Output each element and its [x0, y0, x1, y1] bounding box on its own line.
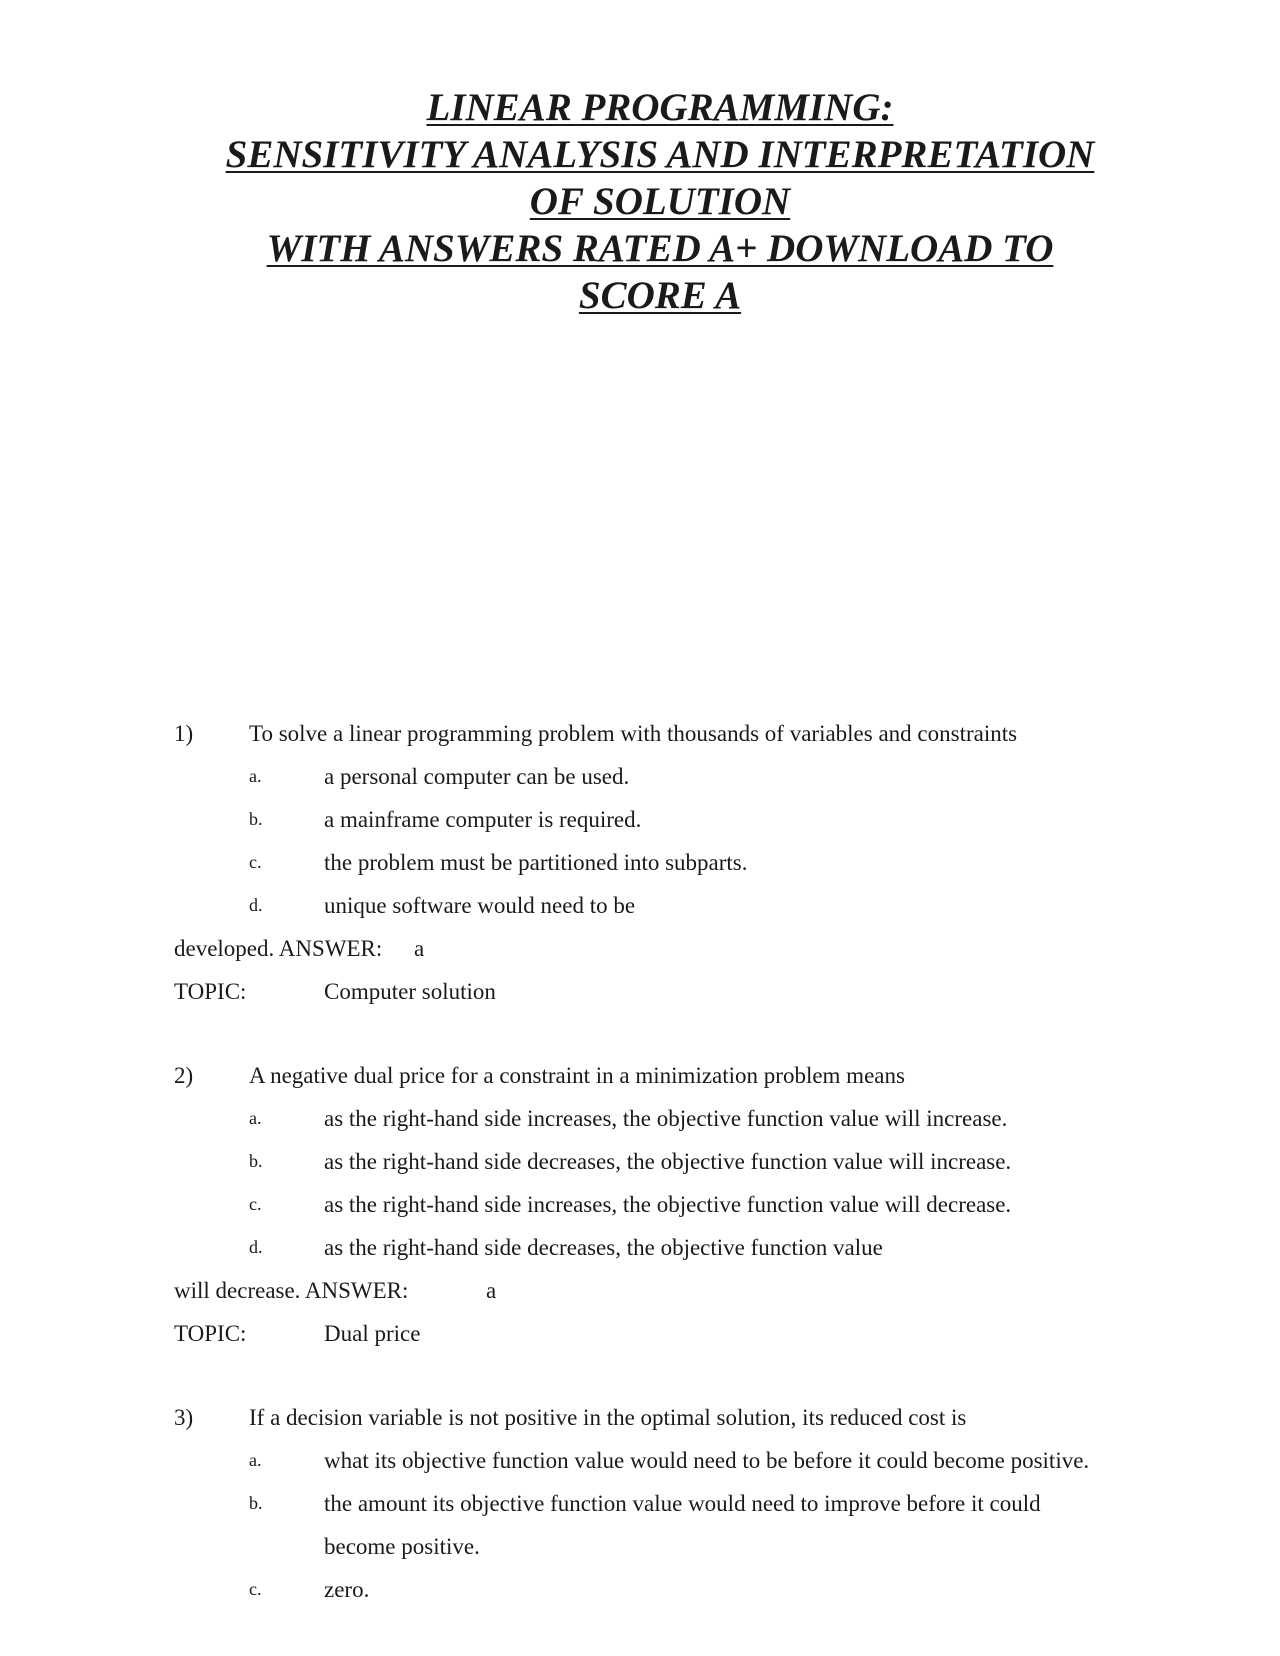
question-stem: To solve a linear programming problem with thousands of variables and constraints [249, 721, 1018, 746]
answer-value: a [486, 1278, 497, 1303]
document-title [150, 84, 1170, 319]
option-text: become positive. [324, 1534, 480, 1559]
question-number: 3) [174, 1405, 194, 1430]
option-text: as the right-hand side decreases, the objective function value will increase. [324, 1149, 1012, 1174]
option-row [0, 1183, 1280, 1226]
question-1 [0, 712, 1280, 1013]
question-number: 2) [174, 1063, 194, 1088]
option-row [0, 755, 1280, 798]
option-letter: a. [249, 1108, 262, 1128]
option-letter: c. [249, 1194, 262, 1214]
title-line: SENSITIVITY ANALYSIS AND INTERPRETATION [225, 133, 1095, 176]
option-letter: d. [249, 895, 263, 915]
answer-value: a [414, 936, 425, 961]
option-row [0, 1140, 1280, 1183]
option-letter: b. [249, 809, 263, 829]
option-letter: d. [249, 1237, 263, 1257]
question-stem-row [0, 1396, 1280, 1439]
option-text: as the right-hand side decreases, the objective function value [324, 1235, 883, 1260]
option-row [0, 1439, 1280, 1482]
title-line: LINEAR PROGRAMMING: [426, 86, 894, 129]
option-text: unique software would need to be [324, 893, 636, 918]
option-row [0, 1568, 1280, 1611]
title-line: WITH ANSWERS RATED A+ DOWNLOAD TO [266, 227, 1054, 270]
option-row [0, 1226, 1280, 1269]
option-text: a personal computer can be used. [324, 764, 630, 789]
option-letter: b. [249, 1493, 263, 1513]
question-2 [0, 1054, 1280, 1355]
option-row [0, 1482, 1280, 1525]
option-letter: c. [249, 852, 262, 872]
option-text: a mainframe computer is required. [324, 807, 642, 832]
question-3 [0, 1396, 1280, 1611]
option-text: the problem must be partitioned into subparts. [324, 850, 748, 875]
option-letter: a. [249, 1450, 262, 1470]
answer-row [0, 927, 1280, 970]
topic-row [0, 970, 1280, 1013]
option-text: zero. [324, 1577, 370, 1602]
title-line: OF SOLUTION [529, 180, 791, 223]
topic-value: Dual price [324, 1321, 421, 1346]
topic-label: TOPIC: [174, 1321, 247, 1346]
option-continuation-row [0, 1525, 1280, 1568]
option-text: what its objective function value would need to be before it could become positive. [324, 1448, 1090, 1473]
question-number: 1) [174, 721, 194, 746]
topic-row [0, 1312, 1280, 1355]
question-stem-row [0, 1054, 1280, 1097]
option-letter: b. [249, 1151, 263, 1171]
question-stem: A negative dual price for a constraint in a minimization problem means [249, 1063, 905, 1088]
option-letter: c. [249, 1579, 262, 1599]
topic-value: Computer solution [324, 979, 496, 1004]
option-row [0, 884, 1280, 927]
answer-label: will decrease. ANSWER: [174, 1278, 409, 1303]
question-stem: If a decision variable is not positive in the optimal solution, its reduced cost is [249, 1405, 967, 1430]
question-stem-row [0, 712, 1280, 755]
option-row [0, 841, 1280, 884]
answer-label: developed. ANSWER: [174, 936, 383, 961]
topic-label: TOPIC: [174, 979, 247, 1004]
option-row [0, 1097, 1280, 1140]
option-row [0, 798, 1280, 841]
answer-row [0, 1269, 1280, 1312]
option-text: as the right-hand side increases, the objective function value will increase. [324, 1106, 1008, 1131]
option-letter: a. [249, 766, 262, 786]
option-text: the amount its objective function value would need to improve before it could [324, 1491, 1041, 1516]
title-line: SCORE A [578, 274, 742, 317]
option-text: as the right-hand side increases, the objective function value will decrease. [324, 1192, 1012, 1217]
